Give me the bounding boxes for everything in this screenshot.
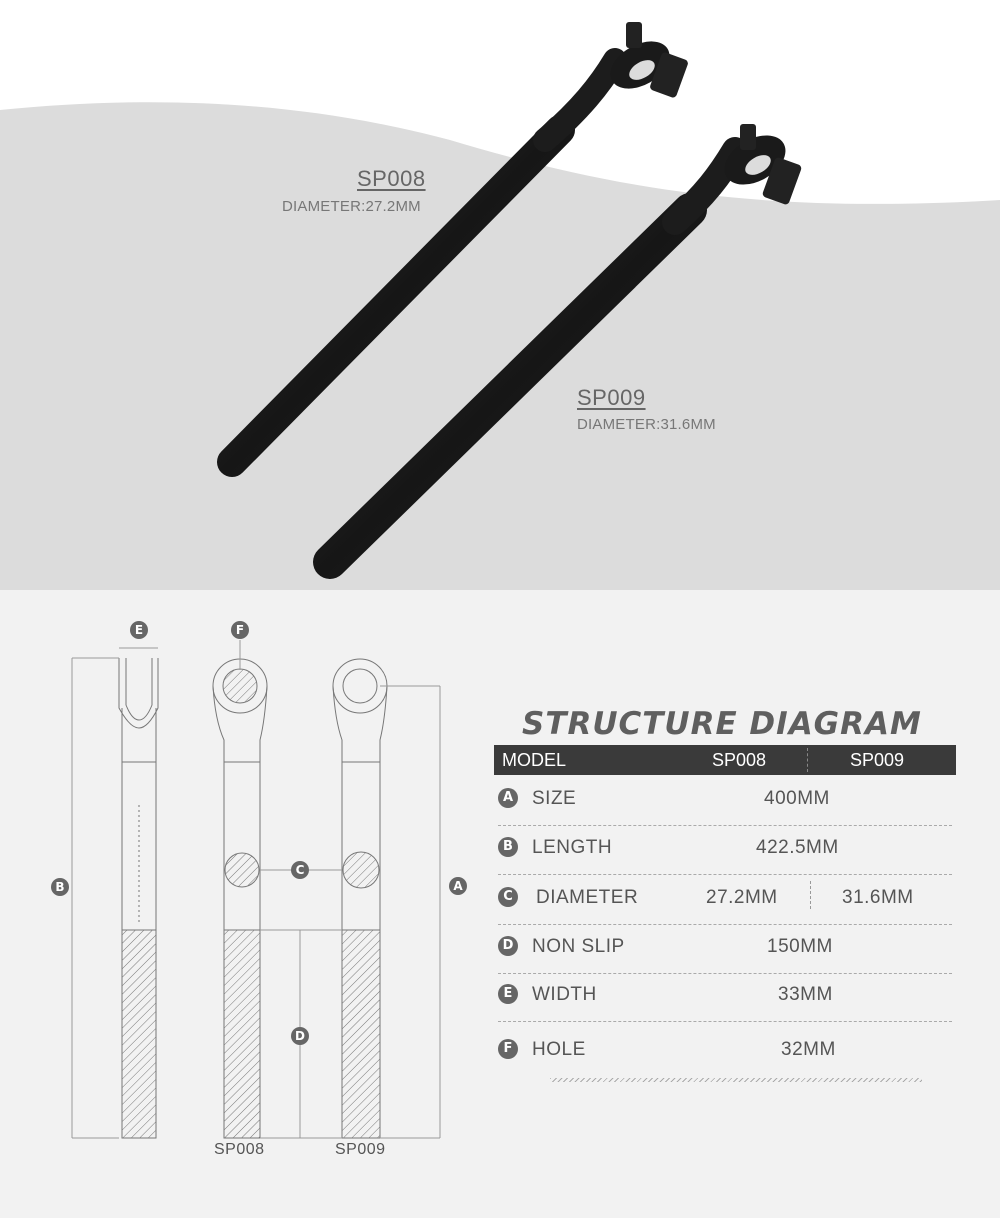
row-label: SIZE <box>532 788 577 809</box>
front-view-sp009-drawing <box>333 659 387 1138</box>
row-marker: E <box>498 984 518 1004</box>
row-marker: C <box>498 887 518 907</box>
table-row-diameter <box>494 877 958 917</box>
row-label: HOLE <box>532 1039 586 1060</box>
row-separator <box>810 881 811 909</box>
marker-e-badge: E <box>130 621 148 639</box>
product-photo-section <box>0 0 1000 590</box>
table-footer-hatch <box>550 1078 922 1082</box>
table-row-hole <box>494 1029 958 1069</box>
table-row-width <box>494 974 958 1014</box>
row-value: 32MM <box>781 1039 836 1060</box>
row-divider <box>498 1021 952 1022</box>
row-value: 422.5MM <box>756 837 839 858</box>
header-model: MODEL <box>502 750 567 770</box>
table-row-length <box>494 827 958 867</box>
product-name: SP008 <box>357 166 426 191</box>
product-label-sp008 <box>357 166 426 192</box>
side-view-drawing <box>119 658 158 1138</box>
product-diameter-sp009-wrap <box>577 414 716 433</box>
caption-sp009: SP009 <box>335 1141 386 1158</box>
row-marker: B <box>498 837 518 857</box>
front-view-sp008-drawing <box>213 659 267 1138</box>
row-value: 400MM <box>764 788 830 809</box>
row-divider <box>498 874 952 875</box>
header-separator <box>807 748 808 772</box>
caption-sp008: SP008 <box>214 1141 265 1158</box>
marker-d-badge: D <box>291 1027 309 1045</box>
row-marker: D <box>498 936 518 956</box>
row-value: 150MM <box>767 936 833 957</box>
row-label: DIAMETER <box>536 887 639 908</box>
product-name: SP009 <box>577 385 646 410</box>
table-row-non-slip <box>494 926 958 966</box>
structure-diagram-title: STRUCTURE DIAGRAM <box>522 706 922 742</box>
product-label-sp009 <box>577 385 646 411</box>
marker-a-badge: A <box>449 877 467 895</box>
row-value: 33MM <box>778 984 833 1005</box>
row-value-sp008: 27.2MM <box>706 887 778 908</box>
row-label: LENGTH <box>532 837 613 858</box>
row-label: WIDTH <box>532 984 597 1005</box>
structure-section <box>0 590 1000 1218</box>
row-divider <box>498 825 952 826</box>
product-diameter: DIAMETER:31.6MM <box>577 416 716 433</box>
product-diameter: DIAMETER:27.2MM <box>282 198 421 215</box>
table-header <box>494 745 956 775</box>
header-sp008: SP008 <box>712 750 767 770</box>
row-value-sp009: 31.6MM <box>842 887 914 908</box>
row-divider <box>498 924 952 925</box>
row-marker: F <box>498 1039 518 1059</box>
marker-f-badge: F <box>231 621 249 639</box>
row-label: NON SLIP <box>532 936 625 957</box>
marker-c-badge: C <box>291 861 309 879</box>
row-marker: A <box>498 788 518 808</box>
header-sp009: SP009 <box>850 750 905 770</box>
marker-b-badge: B <box>51 878 69 896</box>
table-row-size <box>494 778 958 818</box>
technical-drawing <box>0 590 480 1218</box>
product-photo <box>0 0 1000 590</box>
product-diameter-sp008-wrap <box>282 196 421 215</box>
